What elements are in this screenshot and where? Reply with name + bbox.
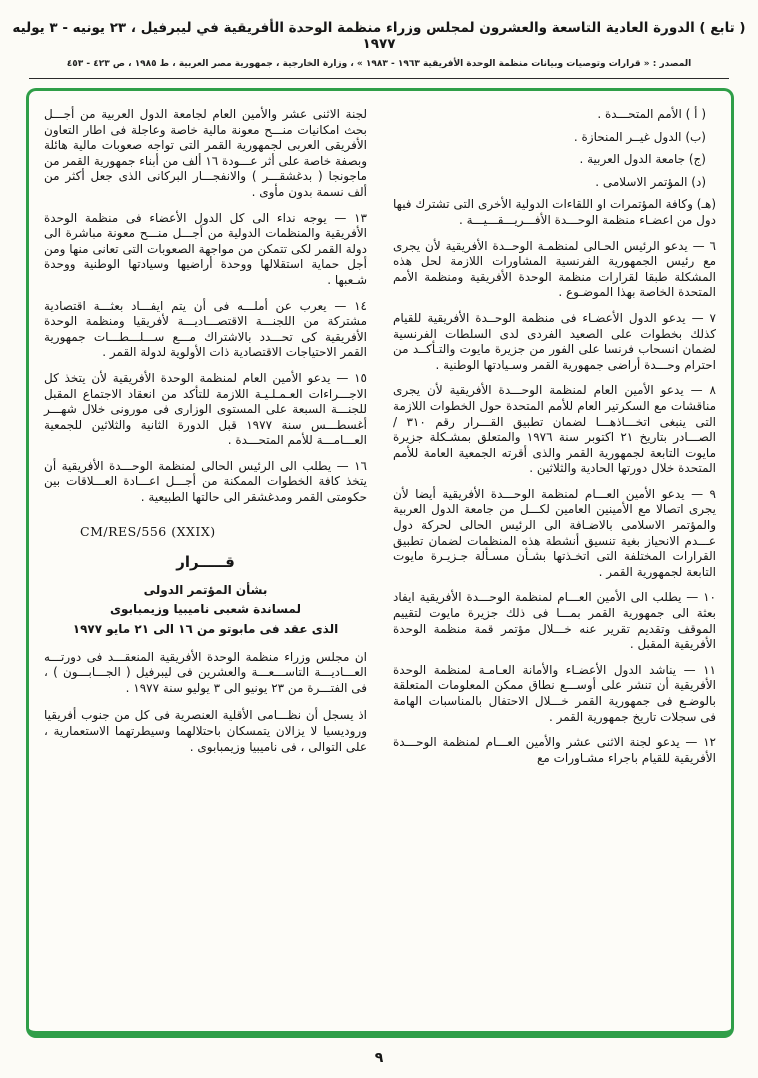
- resolution-subtitle: الذى عقد فى مابوتو من ١٦ الى ٢١ مايو ١٩٧٧: [72, 622, 339, 637]
- paragraph: اذ يسجل أن نظـــامى الأقلية العنصرية فى كل من جنوب أفريقيا وروديسيا لا يزالان يتمسكان باحتلالهما وسيطرتهما الاستعمارية ، على التوالى ، فى ناميبيا وزيمبابوى .: [44, 708, 367, 754]
- page-number: ٩: [374, 1050, 384, 1066]
- paragraph: ١٥ — يدعو الأمين العام لمنظمة الوحدة الأفريقية لأن يتخذ كل الاجـــراءات العـمـلـيـة اللازمة للتأكد من انعقاد الاجتماع المقبل للجنـــة السبعة على المستوى الوزارى فى مورونى خلال شهـــر أغسطـــس سنة ١٩٧٧ قبل الدورة الثانية والثلاثين للجمعية العـــامـــة للأمم المتحـــدة .: [44, 370, 367, 448]
- header-divider: [29, 78, 729, 79]
- paragraph: ٦ — يدعو الرئيس الحـالى لمنظمـة الوحــدة الأفريقية لأن يجرى مع رئيس الجمهورية الفرنسية المشاورات اللازمة لحل هذه المشكلة طبقا لقرارات منظمة الوحدة الأفريقية ومنظمة الأمم المتحدة الخاصة بهذا الموضـوع .: [393, 238, 716, 300]
- list-item: ( أ ) الأمم المتحـــدة .: [597, 107, 706, 121]
- paragraph: لجنة الاثنى عشر والأمين العام لجامعة الدول العربية من أجـــل بحث امكانيات منـــح معونة مالية خاصة وعاجلة فى اطار التعاون الأفريقى العربى لجمهورية القمر التى تواجه صعوبات مالية هائلة وبصفة خاصة على أثر عـــودة ١٦ ألف من أبناء جمهورية القمر من ماجونجا ( بدغشقـــر ) والانفجـــار البركانى الذى جعل أكثر من ألف نسمة بدون مأوى .: [44, 107, 367, 199]
- document-source-line: المصدر : « قرارات وتوصيات وبيانات منظمة الوحدة الأفريقية ١٩٦٣ - ١٩٨٣ » ، وزارة الخارجية ، جمهورية مصر العربية ، ط ١٩٨٥ ، ص ٤٢٣ - ٤٥٣: [66, 59, 692, 69]
- left-column: [44, 107, 367, 1021]
- page-header: [0, 0, 758, 79]
- resolution-subtitle: بشأن المؤتمر الدولى: [143, 582, 268, 597]
- list-item: (د) المؤتمر الاسلامى .: [595, 174, 706, 189]
- green-content-frame: [26, 88, 734, 1038]
- paragraph: (هـ) وكافة المؤتمرات او اللقاءات الدولية الأخرى التى تشترك فيها دول من اعضـاء منظمة الوحـــدة الأفـــريـــقـــيـــة .: [393, 197, 716, 227]
- paragraph: ٧ — يدعو الدول الأعضـاء فى منظمة الوحــدة الأفريقية للقيام كذلك بخطوات على الصعيد الفردى لدى السلطات الفرنسية لضمان انسحاب فرنسا على الفور من جزيرة مايوت والتـأكــد من احترام وحـــدة أراضى جمهورية القمر وسـيادتها الوطنية .: [393, 310, 716, 372]
- resolution-subtitle: لمساندة شعبى ناميبيا وزيمبابوى: [110, 602, 301, 617]
- paragraph: ١٠ — يطلب الى الأمين العـــام لمنظمة الوحـــدة الأفريقية ايفاد بعثة الى جمهورية القمر بمـــا فى ذلك جزيرة مايوت لتقييم الموقف وتقديم تقرير عنه خـــلال مؤتمر قمة منظمة الوحدة الأفريقية المقبل .: [393, 590, 716, 652]
- paragraph: ٨ — يدعو الأمين العام لمنظمة الوحـــدة الأفريقية لأن يجرى مناقشات مع السكرتير العام للأمم المتحدة حول الخطوات اللازمة التى ينبغى اتخـــاذهـــا لضمان تطبيق القـــرار رقم ٣١٠ / الصـــادر بتاريخ ٢١ اكتوبر سنة ١٩٧٦ والمتعلق بمشـكلة جزيرة مايوت التابعة لجمهورية القمر والذى أقرته الجمعية العامة للأمم المتحدة خلال دورتها الحادية والثلاثين .: [393, 383, 716, 476]
- list-item: (ج) جامعة الدول العربية .: [579, 152, 706, 167]
- list-item: (ب) الدول غيــر المنحازة .: [573, 129, 706, 144]
- paragraph: ١٤ — يعرب عن أملـــه فى أن يتم ايفـــاد بعثـــة اقتصادية مشتركة من اللجنـــة الاقتصـــاديـــة لأفريقيا ومنظمة الوحدة الأفريقية كى تحـــدد بالاشتراك مـــع ســـلـــطـــات جمهورية القمر الاحتياجات الاقتصادية ذات الأولوية لدولة القمر .: [44, 298, 367, 360]
- paragraph: ١٢ — يدعو لجنة الاثنى عشر والأمين العـــام لمنظمة الوحـــدة الأفريقية للقيام باجراء مشـاورات مع: [393, 735, 716, 765]
- right-column: [393, 107, 716, 1021]
- document-header-title: ( تابع ) الدورة العادية التاسعة والعشرون لمجلس وزراء منظمة الوحدة الأفريقية في ليبرفيل ، ٢٣ يونيه - ٣ يوليه ١٩٧٧: [12, 20, 746, 52]
- paragraph: ٩ — يدعو الأمين العـــام لمنظمة الوحـــدة الأفريقية أيضا لأن يجرى اتصالا مع الأمينين العامين لكـــل من جامعة الدول العربية والمؤتمر الاسلامى بالاضـافة الى الرئيس الحالى لحركة دول عـــدم الانحياز بغية تنسيق أنشطة هذه المنظمات لضمان تطبيق القرارات المختلفة التى اتخـذتها بشـأن مسـألة جـزيـرة مايوت التابعة لجمهورية القمر .: [393, 486, 716, 579]
- paragraph: ان مجلس وزراء منظمة الوحدة الأفريقية المنعقـــد فى دورتـــه العـــاديـــة التاســـعـــة والعشرين فى ليبرفيل ( الجـــابـــون ) ، فى الفتـــرة من ٢٣ يونيو الى ٣ يوليو سنة ١٩٧٧ .: [44, 649, 367, 695]
- paragraph: ١١ — يناشد الدول الأعضـاء والأمانة العـامـة لمنظمة الوحدة الأفريقية أن تنشر على أوســـع نطاق ممكن المعلومات المتعلقة بالوضـع فى جمهورية القمر خـــلال الاحتفال بالمناسبات الهامة فى سجلات تاريخ جمهورية القمر .: [393, 662, 716, 724]
- paragraph: ١٦ — يطلب الى الرئيس الحالى لمنظمة الوحـــدة الأفريقية أن يتخذ كافة الخطوات الممكنة من أجـــل اعـــادة العـــلاقات بين حكومتى القمر ومدغشقر الى حالتها الطبيعية .: [44, 458, 367, 505]
- resolution-code: CM/RES/556 (XXIX): [80, 523, 216, 539]
- resolution-title: قـــــرار: [176, 553, 235, 572]
- paragraph: ١٣ — يوجه نداء الى كل الدول الأعضاء فى منظمة الوحدة الأفريقية والمنظمات الدولية من أجـــل منـــح معونة مباشرة الى دولة القمر لكى تتمكن من مواجهة الصعوبات التى تعانى منها ومن أجل حماية استقلالها ووحدة أراضيها وسيادتها الوطنية ووحدة شـعبها .: [44, 210, 367, 287]
